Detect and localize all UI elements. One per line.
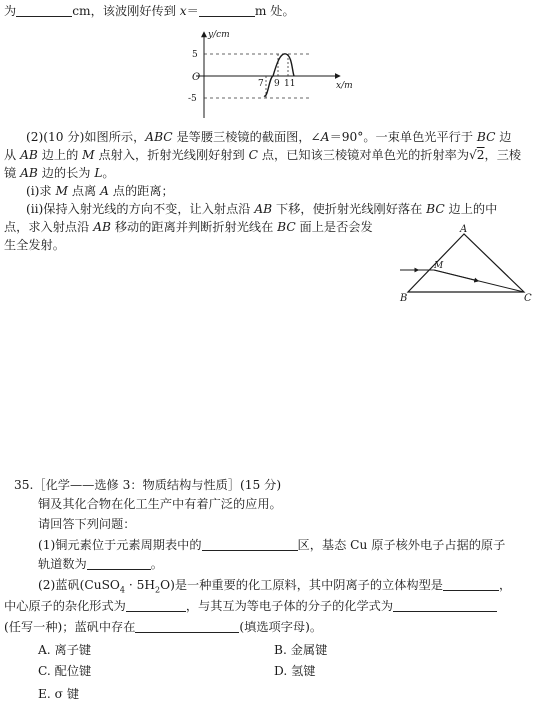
q35-ask bbox=[38, 516, 136, 532]
q2-l2e: 点射入，折射光线刚好射到 bbox=[94, 148, 249, 162]
option-D[interactable] bbox=[274, 663, 315, 679]
q2-s2h: 移动的距离并判断折射光线在 bbox=[110, 220, 278, 234]
q2-s2a: (ⅱ)保持入射光线的方向不变，让入射点沿 bbox=[26, 202, 255, 216]
q2-l1b: ABC bbox=[145, 130, 173, 144]
q35-p3a: 中心原子的杂化形式为 bbox=[4, 599, 126, 613]
q2-l3b: AB bbox=[20, 166, 38, 180]
blank-isoelectronic[interactable] bbox=[393, 599, 497, 612]
q2-l2d: M bbox=[82, 148, 95, 162]
q2-l1d: A bbox=[320, 130, 330, 144]
blank-position[interactable] bbox=[199, 4, 255, 17]
q2-s2d: BC bbox=[426, 202, 445, 216]
top-answer-line bbox=[4, 3, 295, 19]
blank-geometry[interactable] bbox=[443, 578, 499, 591]
point-M: M bbox=[434, 261, 444, 271]
blank-block[interactable] bbox=[202, 538, 298, 551]
q2-s2b: AB bbox=[254, 202, 273, 216]
q2-line2 bbox=[4, 147, 521, 163]
q2-s1e: 点的距离； bbox=[108, 184, 174, 198]
q2-l2b: AB bbox=[20, 148, 38, 162]
q2-l3c: 边的长为 bbox=[37, 166, 95, 180]
q35-p4-line bbox=[4, 619, 322, 635]
q2-s2i: BC bbox=[277, 220, 296, 234]
prism-triangle bbox=[408, 234, 524, 292]
q2-l1f: BC bbox=[476, 130, 496, 144]
q2-s1c: 点离 bbox=[67, 184, 101, 198]
q35-title-text: 35.［化学——选修 3：物质结构与性质］(15 分) bbox=[14, 478, 282, 492]
q2-s2f: 点，求入射点沿 bbox=[4, 220, 94, 234]
q35-title bbox=[14, 477, 281, 493]
q35-p2b: · 5H bbox=[125, 578, 156, 592]
wave-graph bbox=[180, 26, 380, 126]
vertex-B: B bbox=[400, 293, 408, 304]
q2-l3a: 镜 bbox=[4, 166, 21, 180]
q2-l2h: 2 bbox=[476, 148, 485, 162]
option-B[interactable] bbox=[274, 642, 327, 658]
origin-label: O bbox=[192, 72, 201, 83]
q35-p2a: (2)蓝矾(CuSO bbox=[38, 578, 120, 592]
blank-orbital-count[interactable] bbox=[87, 557, 151, 570]
q2-l2c: 边上的 bbox=[37, 148, 83, 162]
q2-l2f: C bbox=[248, 148, 258, 162]
x-tick-11: 11 bbox=[284, 79, 296, 89]
q35-intro-text: 铜及其化合物在化工生产中有着广泛的应用。 bbox=[38, 497, 282, 511]
vertex-C: C bbox=[524, 293, 532, 304]
q2-l2g: 点，已知该三棱镜对单色光的折射率为√ bbox=[257, 148, 477, 162]
q35-p2-sub4: 4 bbox=[119, 585, 126, 595]
x-tick-7: 7 bbox=[258, 79, 264, 89]
q2-l2a: 从 bbox=[4, 148, 21, 162]
q2-line1 bbox=[26, 129, 512, 145]
blank-amplitude[interactable] bbox=[16, 4, 72, 17]
refracted-ray-arrow bbox=[434, 270, 478, 281]
text-wei: 为 bbox=[4, 4, 17, 18]
q2-s1a: (ⅰ)求 bbox=[26, 184, 56, 198]
option-C-text: C. 配位键 bbox=[38, 664, 92, 678]
q2-s2g: AB bbox=[93, 220, 111, 234]
option-A[interactable] bbox=[38, 642, 91, 658]
q35-p1d: 。 bbox=[150, 557, 163, 571]
q2-s2k: 生全发射。 bbox=[4, 238, 65, 252]
q35-p2d: ， bbox=[499, 578, 512, 592]
q2-l3d: L bbox=[94, 166, 103, 180]
q2-l1c: 是等腰三棱镜的截面图，∠ bbox=[172, 130, 321, 144]
text-wave-reach: cm，该波刚好传到 bbox=[72, 4, 180, 18]
q2-sub1 bbox=[26, 183, 174, 199]
x-axis-label: x/m bbox=[336, 81, 353, 91]
q2-sub2-line3 bbox=[4, 237, 65, 253]
q2-s2c: 下移，使折射光线刚好落在 bbox=[272, 202, 427, 216]
q2-sub2-line1 bbox=[26, 201, 497, 217]
q2-s1d: A bbox=[100, 184, 109, 198]
q35-p3-line bbox=[4, 598, 497, 614]
q2-line3 bbox=[4, 165, 115, 181]
q35-p2c: O)是一种重要的化工原料，其中阴离子的立体构型是 bbox=[160, 578, 443, 592]
q35-p1c: 轨道数为 bbox=[38, 557, 87, 571]
q35-p2-line1 bbox=[38, 577, 511, 598]
blank-bond-types[interactable] bbox=[135, 620, 239, 633]
y-axis-label: y/cm bbox=[208, 30, 230, 40]
option-E[interactable] bbox=[38, 686, 79, 702]
text-eq: ＝ bbox=[186, 4, 199, 18]
q2-l1a: (2)(10 分)如图所示， bbox=[26, 130, 146, 144]
q2-s2e: 边上的中 bbox=[444, 202, 498, 216]
blank-hybridization[interactable] bbox=[126, 599, 186, 612]
option-D-text: D. 氢键 bbox=[274, 664, 316, 678]
q35-p1-line2 bbox=[38, 556, 163, 572]
wave-curve bbox=[264, 54, 294, 96]
q35-ask-text: 请回答下列问题： bbox=[38, 517, 136, 531]
q2-s2j: 面上是否会发 bbox=[295, 220, 373, 234]
q35-p4b: (填选项字母)。 bbox=[239, 620, 323, 634]
q35-p3b: ，与其互为等电子体的分子的化学式为 bbox=[185, 599, 394, 613]
text-x: x bbox=[179, 4, 187, 18]
option-A-text: A. 离子键 bbox=[38, 643, 92, 657]
q35-p1a: (1)铜元素位于元素周期表中的 bbox=[38, 538, 202, 552]
y-tick-neg5: -5 bbox=[188, 94, 197, 104]
q35-p1-line1 bbox=[38, 537, 505, 553]
q35-p4a: (任写一种)；蓝矾中存在 bbox=[4, 620, 136, 634]
vertex-A: A bbox=[460, 224, 468, 235]
q35-intro bbox=[38, 496, 282, 512]
q2-l1g: 边 bbox=[495, 130, 512, 144]
x-tick-9: 9 bbox=[274, 79, 280, 89]
option-E-text: E. σ 键 bbox=[38, 687, 80, 701]
option-C[interactable] bbox=[38, 663, 91, 679]
q2-sub2-line2 bbox=[4, 219, 373, 235]
q2-l3e: 。 bbox=[102, 166, 115, 180]
q2-s1b: M bbox=[55, 184, 68, 198]
prism-diagram bbox=[396, 222, 546, 312]
q35-p2-sub2: 2 bbox=[155, 585, 161, 595]
text-m-chu: m 处。 bbox=[254, 4, 295, 18]
q35-p1b: 区，基态 Cu 原子核外电子占据的原子 bbox=[297, 538, 506, 552]
q2-l1e: ＝90°。一束单色光平行于 bbox=[329, 130, 477, 144]
y-tick-5: 5 bbox=[192, 50, 198, 60]
option-B-text: B. 金属键 bbox=[274, 643, 328, 657]
q2-l2i: ，三棱 bbox=[484, 148, 522, 162]
